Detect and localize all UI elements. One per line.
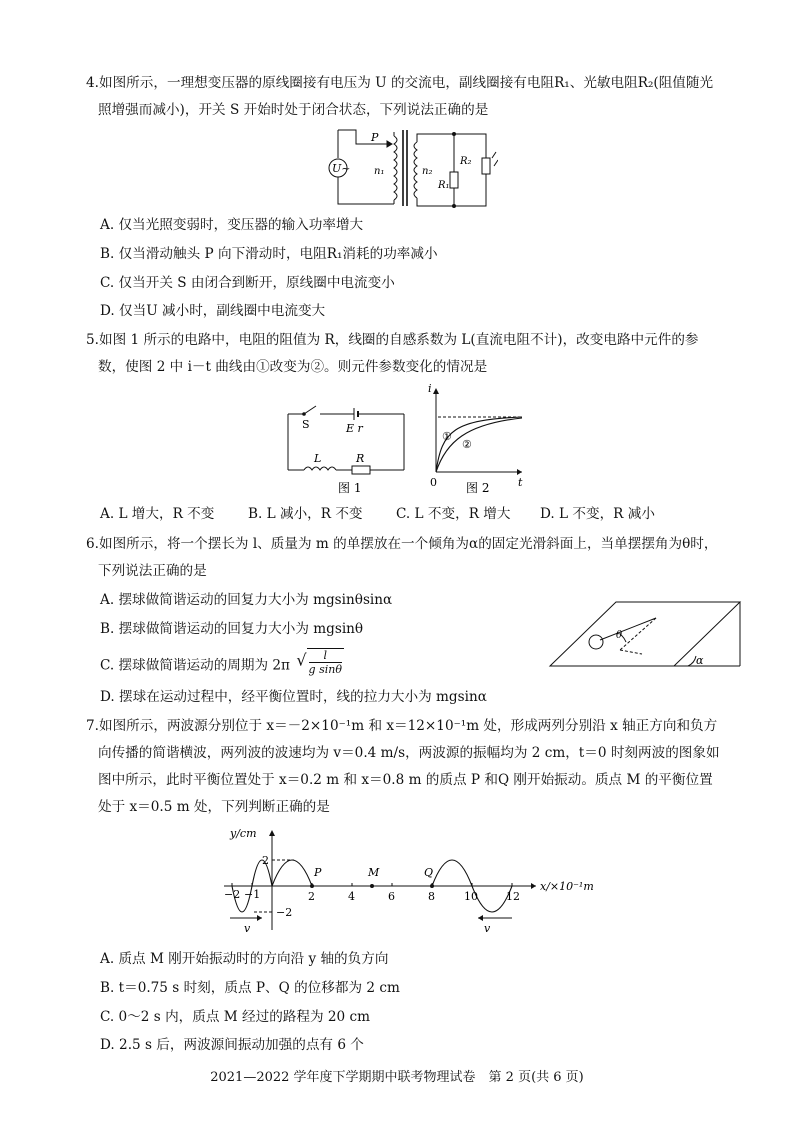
- q6-stem-line2: 下列说法正确的是: [98, 563, 207, 579]
- q6-option-b[interactable]: B. 摆球做简谐运动的回复力大小为 mgsinθ: [100, 621, 364, 637]
- q7-label-v-left: v: [244, 922, 251, 935]
- q7-label-q: Q: [424, 866, 434, 879]
- q7-xtick-5: 8: [428, 890, 435, 903]
- q7-ytick-pos: 2: [262, 854, 269, 867]
- q7-ytick-neg: −2: [276, 906, 293, 919]
- q6-stem-line1: 6.如图所示，将一个摆长为 l、质量为 m 的单摆放在一个倾角为α的固定光滑斜面上，当单摆摆角为θ时，: [86, 536, 718, 552]
- q5-curve-1: ①: [442, 430, 452, 443]
- q4-option-a[interactable]: A. 仅当光照变弱时，变压器的输入功率增大: [100, 217, 364, 233]
- q6-label-theta: θ: [616, 630, 623, 641]
- q5-stem-line1: 5.如图 1 所示的电路中，电阻的阻值为 R，线圈的自感系数为 L(直流电阻不计)，改变电路中元件的参: [86, 332, 699, 348]
- q5-label-t: t: [518, 476, 523, 489]
- q4-stem-line1: 4.如图所示，一理想变压器的原线圈接有电压为 U 的交流电，副线圈接有电阻R₁、光敏电阻R₂(阻值随光: [86, 75, 714, 91]
- q4-label-n2: n₂: [422, 166, 433, 177]
- q7-xtick-0: −2: [224, 888, 241, 901]
- q7-stem-line2: 向传播的简谐横波，两列波的波速均为 v＝0.4 m/s，两波源的振幅均为 2 cm，t＝0 时刻两波的图象如: [98, 745, 720, 761]
- q7-stem-line1: 7.如图所示，两波源分别位于 x＝－2×10⁻¹m 和 x＝12×10⁻¹m 处，形成两列分别沿 x 轴正方向和负方: [86, 718, 718, 734]
- q5-curve-2: ②: [462, 438, 472, 451]
- q7-stem-line3: 图中所示，此时平衡位置处于 x＝0.2 m 和 x＝0.8 m 的质点 P 和Q 刚开始振动。质点 M 的平衡位置: [98, 772, 713, 788]
- q7-xtick-3: 4: [348, 890, 355, 903]
- q7-xtick-4: 6: [388, 890, 395, 903]
- q7-label-m: M: [368, 866, 380, 879]
- q5-fig2-caption: 图 2: [466, 481, 490, 494]
- q7-label-v-right: v: [484, 922, 491, 935]
- q5-label-l: L: [314, 452, 322, 465]
- q4-option-c[interactable]: C. 仅当开关 S 由闭合到断开，原线圈中电流变小: [100, 275, 395, 291]
- q7-stem-line4: 处于 x＝0.5 m 处，下列判断正确的是: [98, 799, 330, 815]
- page-footer: 2021—2022 学年度下学期期中联考物理试卷 第 2 页(共 6 页): [210, 1070, 584, 1085]
- q7-option-a[interactable]: A. 质点 M 刚开始振动时的方向沿 y 轴的负方向: [100, 951, 389, 967]
- q6-period-formula: √ $\frac{l}{\text{g sinθ}}$: [296, 649, 342, 676]
- q5-option-a[interactable]: A. L 增大，R 不变: [100, 506, 215, 522]
- q7-xtick-6: 10: [464, 890, 478, 903]
- q5-option-d[interactable]: D. L 不变，R 减小: [540, 506, 655, 522]
- q5-label-r: R: [356, 452, 365, 465]
- q4-label-r1: R₁: [438, 180, 450, 191]
- q6-option-c[interactable]: [100, 649, 344, 680]
- q7-option-b[interactable]: B. t＝0.75 s 时刻，质点 P、Q 的位移都为 2 cm: [100, 980, 400, 996]
- q5-label-er: E r: [346, 422, 363, 435]
- q4-label-u: U~: [332, 162, 351, 175]
- q7-y-axis-label: y/cm: [230, 827, 257, 840]
- q6-label-alpha: α: [696, 654, 704, 667]
- q6-incline-figure: [546, 586, 746, 682]
- q5-stem-line2: 数，使图 2 中 i－t 曲线由①改变为②。则元件参数变化的情况是: [98, 359, 488, 375]
- q5-option-b[interactable]: B. L 减小，R 不变: [248, 506, 363, 522]
- q4-label-n1: n₁: [374, 166, 385, 177]
- q5-label-i: i: [428, 382, 432, 395]
- q4-label-p: P: [371, 131, 379, 144]
- q7-xtick-1: −1: [244, 888, 261, 901]
- q4-option-d[interactable]: D. 仅当U 减小时，副线圈中电流变大: [100, 303, 326, 319]
- q6-option-a[interactable]: A. 摆球做简谐运动的回复力大小为 mgsinθsinα: [100, 592, 393, 608]
- q5-label-origin: 0: [430, 476, 437, 489]
- q7-option-d[interactable]: D. 2.5 s 后，两波源间振动加强的点有 6 个: [100, 1037, 364, 1053]
- q6-formula-denominator: g sinθ: [308, 663, 342, 676]
- q7-xtick-2: 2: [308, 890, 315, 903]
- q6-option-d[interactable]: D. 摆球在运动过程中，经平衡位置时，线的拉力大小为 mgsinα: [100, 689, 487, 705]
- q5-fig1-caption: 图 1: [338, 481, 362, 494]
- q5-option-c[interactable]: C. L 不变，R 增大: [396, 506, 511, 522]
- q5-label-s: S: [302, 418, 310, 431]
- q7-xtick-7: 12: [506, 890, 520, 903]
- q6-formula-numerator: l: [309, 649, 342, 663]
- q4-option-b[interactable]: B. 仅当滑动触头 P 向下滑动时，电阻R₁消耗的功率减小: [100, 246, 438, 262]
- q5-figures: [286, 382, 526, 494]
- q4-transformer-figure: [318, 126, 498, 210]
- q6-option-c-text: C. 摆球做简谐运动的周期为 2π: [100, 657, 290, 674]
- q7-option-c[interactable]: C. 0～2 s 内，质点 M 经过的路程为 20 cm: [100, 1009, 371, 1025]
- q4-label-r2: R₂: [460, 156, 472, 167]
- q7-label-p: P: [314, 866, 322, 879]
- q7-wave-figure: [222, 826, 602, 938]
- q4-stem-line2: 照增强而减小)，开关 S 开始时处于闭合状态，下列说法正确的是: [98, 102, 489, 118]
- q7-x-axis-label: x/×10⁻¹m: [540, 880, 594, 893]
